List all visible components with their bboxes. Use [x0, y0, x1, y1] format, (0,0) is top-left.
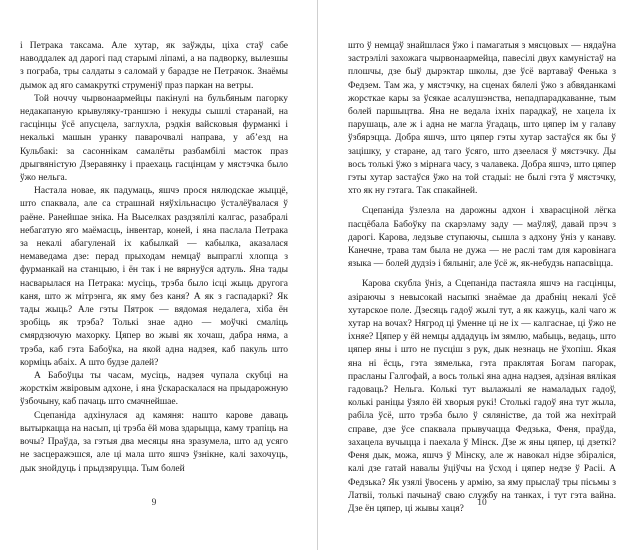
left-paragraph-4: А Бабоўцы ты часам, мусіць, надзея чупала скубці на жорсткім жвіровым адхоне, і яна ўскараскалася на прыдарожную ўзбочыну, каб пачаць што смачнейшае.: [20, 371, 288, 408]
right-page-number: 10: [477, 498, 487, 508]
left-page-number: 9: [151, 498, 157, 508]
right-paragraph-2: Сцепаніда ўзлезла на дарожны адхон і хварасціной лёгка пасцёбала Бабоўку па скарэламу заду — маўляў, давай прэч з дарогі. Карова, ледзьве ступаючы, сышла з адхону ўніз у канаву. Канечне, трава там была не дужа — не раслі там для каровінага языка — болей дудзіэ і бялыніг, але ўсё ж, як-небудзь напасвіцца.: [348, 206, 616, 270]
left-page: [20, 40, 288, 476]
left-paragraph-1: і Петрака таксама. Але хутар, як заўжды, ціха стаў сабе наводдалек ад дарогі пад старымі ліпамі, а на падворку, вылезшы з пограба, тры салдаты з саломай у барадзе не Петрачок. Знаёмы дымок ад яго самакруткі струменіў праз паркан на ветры.: [20, 41, 288, 91]
right-paragraph-1: што ў немцаў знайшлася ўжо і памагатыя з мясцовых — нядаўна застрэлілі захожага чырвонаармейца, павесілі двух камуністаў на плошчы, дзе быў дырэктар школы, дзе ўсё вартаваў Фенька з Федзем. Там жа, у мястэчку, на сценах бялелі ўжо з абвяданкамі жорсткае кары за ўсякае асалушэнства, непадпарадкаванне, тым болей паршыцтва. Яна не ведала іхніх парадкаў, не хацела іх парушаць, але ж і адна не магла ўгадаць, што цяпер ім у галаву ўзбярэцца. Добра яшчэ, што цяпер гэты хутар застаўся як бы ў зацішку, у старане, ад таго ўсяго, што дзеелася ў мястэчку. Ды вось толькі ўжо з мірнага часу, з чалавека. Добра яшчэ, што цяпер гэты хутар застаўся ўжо на той стадыі: не былі гэта ў мястэчку, хто як ну гэтага. Так спакайней.: [348, 41, 616, 197]
right-paragraph-3: Карова скубла ўніз, а Сцепаніда пастаяла яшчэ на гасцінцы, азіраючы з невысокай насыпкі знаёмае да драбніц некалі ўсё хутарское поле. Дзесяць гадоў жылі тут, а як кажуць, калі чаго ж хутар на вочах? Нягрод ці ўменне ці не іх — калгаснае, ці ўжо не іхняе? Цяпер у ёй немцы аддадуць ім зямлю, мабыць, ведаць, што цяпер яны і што не пусціш з рук, дык незнаць не ўхопіш. Якая яна ні ёсць, гэта зямелька, гэта праклятая Богам пагорак, прасланы Галгофай, а вось толькі яна адна надзея, адзіная вялікая гадоваць? Нельга. Колькі тут вылажылі яе намаладых гадоў, колькі раніцы ўзяло ёй хворыя рукі! Столькі гадоў яна тут жыла, рабіла ўсё, што трэба было ў сяляністве, да той жа нехітрай справе, дзе ўсе спаквала прывучацца Федзька, Феня, праўда, захацела вучыцца і паехала ў Мінск. Дзе ж яны цяпер, ці дзеткі? Феня дык, можа, яшчэ ў Мінску, але ж навокал нідзе збіраліся, калі дзе гатай навалы ўціўчы на ўсход і цяпер недзе ў Расіі. А Федзька? Як узялі ўвосень у армію, за яму прыслаў тры пісьмы з Латвіі, толькі пачынаў сваю службу на танках, і тут гэта вайна. Дзе ён цяпер, ці жывы хаця?: [348, 279, 616, 514]
left-paragraph-2: Той ноччу чырвонаармейцы пакінулі на бульбяным пагорку недакапаную крывуляку-траншэю і некуды сышлі старанай, на гасцінцы ўсё апусцела, заглухла, рэдкія вайсковыя фурманкі і некалькі машын уранку паварочвалі направа, у абʼезд на Кульбакі: за сасоннікам самалёты разбамбілі масток праз дрыгвяністую Дзеравянку і праехаць гасцінцам у мястэчка было ўжо нельга.: [20, 93, 288, 184]
gutter-divider: [317, 0, 318, 550]
left-paragraph-5: Сцепаніда адхінулася ад камяня: нашто карове даваць вытыркацца на насып, ці трэба ёй мова здарыцца, каму трапіць на вочы? Праўда, за гэтыя два месяцы яна зразумела, што ад усяго не засцеражэшся, але ці мала што яшчэ ўзнікне, калі захочуць, дык знойдуць і прыдзяруцца. Тым болей: [20, 410, 288, 474]
right-page: [348, 40, 616, 516]
left-paragraph-3: Настала новае, як падумаць, яшчэ прося нялюдскае жыццё, што спаквала, але са страшнай няўхільнасцю ўсталёўвалася ў раёне. Ранейшае зніка. На Выселках раздзялілі калгас, разабралі небагатую яго маёмасць, інвентар, коней, і яна паслала Петрака за некалі абагуленай іх кабылкай — кабылка, аказалася немаведама дзе: перад прыходам немцаў выпраглі хлопца з фурманкай на станцыю, і ён так і не вярнуўся адтуль. Яна тады насварылася на Петрака: мусіць, трэба было ісці жыць другога каня, што ж мітрэнга, як яму без каня? А як з гаспадаркі? Як тады жыць? Але гэты Пятрок — вядомая недалега, хіба ён зробіць як трэба? Толькі знае адно — моўчкі смаліць смярдзючую махорку. Цяпер во жыві як хочаш, дабра няма, а трэба, каб гэта Бабоўка, на якой адна надзея, каб пакуль што корміць абаіх. А што будзе далей?: [20, 186, 288, 368]
